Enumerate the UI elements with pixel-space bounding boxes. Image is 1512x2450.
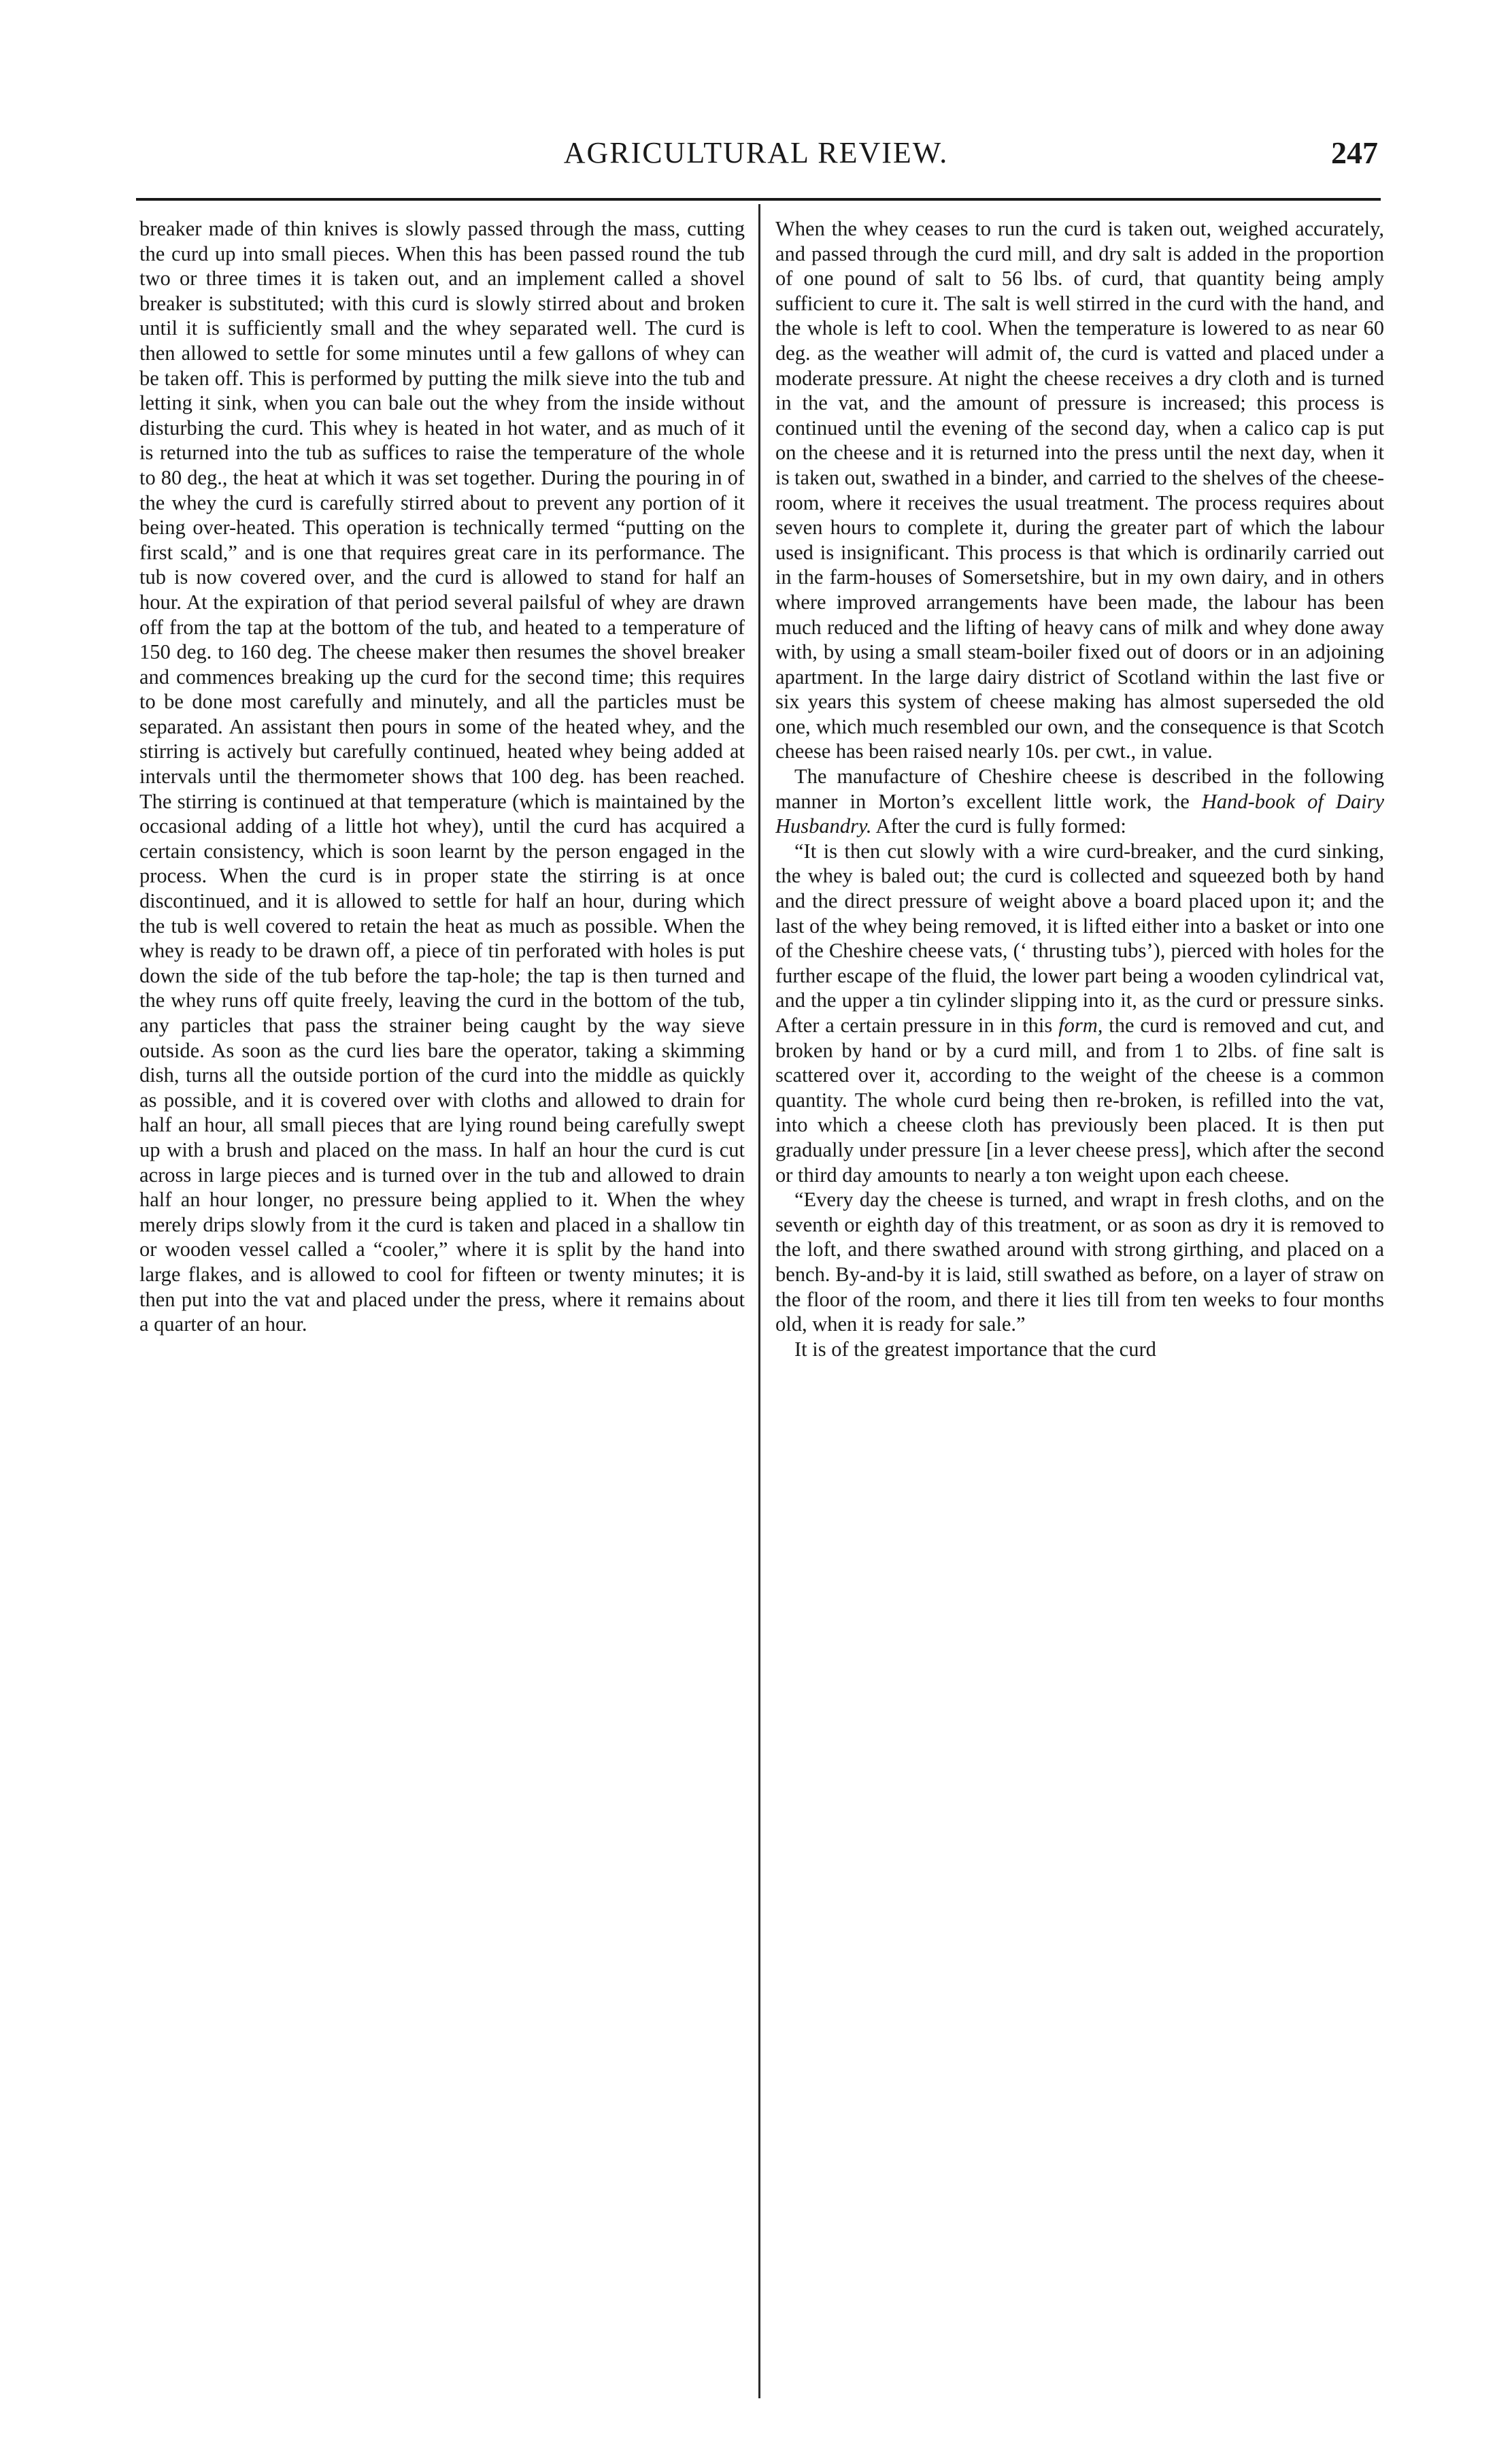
quotation-1-tail: the curd is removed and cut, and broken by hand or by a curd mill, and from 1 to 2lbs. of fine salt is scattered over it, according to the weight of the cheese is a common quantity. The whole curd being then re-broken, is refilled into the vat, into which a cheese cloth has previously been placed. It is then put gradually under pressure [in a lever cheese press], which after the second or third day amounts to nearly a ton weight upon each cheese. <box>775 1014 1384 1187</box>
paragraph-right-1: When the whey ceases to run the curd is taken out, weighed accurately, and passed through the curd mill, and dry salt is added in the proportion of one pound of salt to 56 lbs. of curd, that quantity being amply sufficient to cure it. The salt is well stirred in the curd with the hand, and the whole is left to cool. When the temperature is lowered to as near 60 deg. as the weather will admit of, the curd is vatted and placed under a moderate pressure. At night the cheese receives a dry cloth and is turned in the vat, and the amount of pressure is increased; this process is continued until the evening of the second day, when a calico cap is put on the cheese and it is returned into the press until the next day, when it is taken out, swathed in a binder, and carried to the shelves of the cheese-room, where it receives the usual treatment. The process requires about seven hours to complete it, during the greater part of which the labour used is insignificant. This process is that which is ordinarily carried out in the farm-houses of Somersetshire, but in my own dairy, and in others where improved arrangements have been made, the labour has been much reduced and the lifting of heavy cans of milk and whey done away with, by using a small steam-boiler fixed out of doors or in an adjoining apartment. In the large dairy district of Scotland within the last five or six years this system of cheese making has almost superseded the old one, which much resembled our own, and the consequence is that Scotch cheese has been raised nearly 10s. per cwt., in value. <box>775 217 1384 763</box>
header-rule <box>136 198 1381 201</box>
column-divider <box>758 204 760 2398</box>
paragraph-right-2 <box>775 764 1384 839</box>
quotation-paragraph-1 <box>775 839 1384 1187</box>
italic-form: form, <box>1058 1014 1103 1037</box>
book-title: Hand-book of Dairy Husbandry. <box>775 789 1384 838</box>
page-number: 247 <box>1331 135 1378 170</box>
paragraph-right-2-lead: The manufacture of Cheshire cheese is described in the following manner in Morton’s excellent little work, the <box>775 765 1384 813</box>
paragraph-right-final: It is of the greatest importance that the curd <box>794 1337 1156 1361</box>
paragraph-left-1: breaker made of thin knives is slowly passed through the mass, cutting the curd up into small pieces. When this has been passed round the tub two or three times it is taken out, and an implement called a shovel breaker is substituted; with this curd is slowly stirred about and broken until it is sufficiently small and the whey separated well. The curd is then allowed to settle for some minutes until a few gallons of whey can be taken off. This is performed by putting the milk sieve into the tub and letting it sink, when you can bale out the whey from the inside without disturbing the curd. This whey is heated in hot water, and as much of it is returned into the tub as suffices to raise the temperature of the whole to 80 deg., the heat at which it was set together. During the pouring in of the whey the curd is carefully stirred about to prevent any portion of it being over-heated. This operation is technically termed “putting on the first scald,” and is one that requires great care in its performance. The tub is now covered over, and the curd is allowed to stand for half an hour. At the expiration of that period several pailsful of whey are drawn off from the tap at the bottom of the tub, and heated to a temperature of 150 deg. to 160 deg. The cheese maker then resumes the shovel breaker and commences breaking up the curd for the second time; this requires to be done most carefully and minutely, and all the particles must be separated. An assistant then pours in some of the heated whey, and the stirring is actively but carefully continued, heated whey being added at intervals until the thermometer shows that 100 deg. has been reached. The stirring is continued at that temperature (which is maintained by the occasional adding of a little hot whey), until the curd has acquired a certain consistency, which is soon learnt by the person engaged in the process. When the curd is in proper state the stirring is at once discontinued, and it is allowed to settle for half an hour, during which the tub is well covered to retain the heat as much as possible. When the whey is ready to be drawn off, a piece of tin perforated with holes is put down the side of the tub before the tap-hole; the tap is then turned and the whey runs off quite freely, leaving the curd in the bottom of the tub, any particles that pass the strainer being caught by the way sieve outside. As soon as the curd lies bare the operator, taking a skimming dish, turns all the outside portion of the curd into the middle as quickly as possible, and it is covered over with cloths and allowed to drain for half an hour, all small pieces that are lying round being carefully swept up with a brush and placed on the mass. In half an hour the curd is cut across in large pieces and is turned over in the tub and allowed to drain half an hour longer, no pressure being applied to it. When the whey merely drips slowly from it the curd is taken and placed in a shallow tin or wooden vessel called a “cooler,” where it is split by the hand into large flakes, and is allowed to cool for fifteen or twenty minutes; it is then put into the vat and placed under the press, where it remains about a quarter of an hour. <box>139 217 745 1336</box>
quotation-paragraph-2: “Every day the cheese is turned, and wrapt in fresh cloths, and on the seventh or eighth day of this treatment, or as soon as dry it is removed to the loft, and there swathed around with strong girthing, and placed on a bench. By-and-by it is laid, still swathed as before, on a layer of straw on the floor of the room, and there it lies till from ten weeks to four months old, when it is ready for sale.” <box>775 1188 1384 1336</box>
running-title: AGRICULTURAL REVIEW. <box>563 136 949 169</box>
right-column <box>775 216 1384 2414</box>
left-column <box>139 216 745 2414</box>
quotation-1-lead: “It is then cut slowly with a wire curd-breaker, and the curd sinking, the whey is baled out; the curd is collected and squeezed both by hand and the direct pressure of weight above a board placed upon it; and the last of the whey being removed, it is lifted either into a basket or into one of the Cheshire cheese vats, (‘ thrusting tubs’), pierced with holes for the further escape of the fluid, the lower part being a wooden cylindrical vat, and the upper a tin cylinder slipping into it, as the curd or pressure sinks. After a certain pressure in in this <box>775 839 1384 1037</box>
paragraph-right-2-tail: After the curd is fully formed: <box>871 814 1126 838</box>
